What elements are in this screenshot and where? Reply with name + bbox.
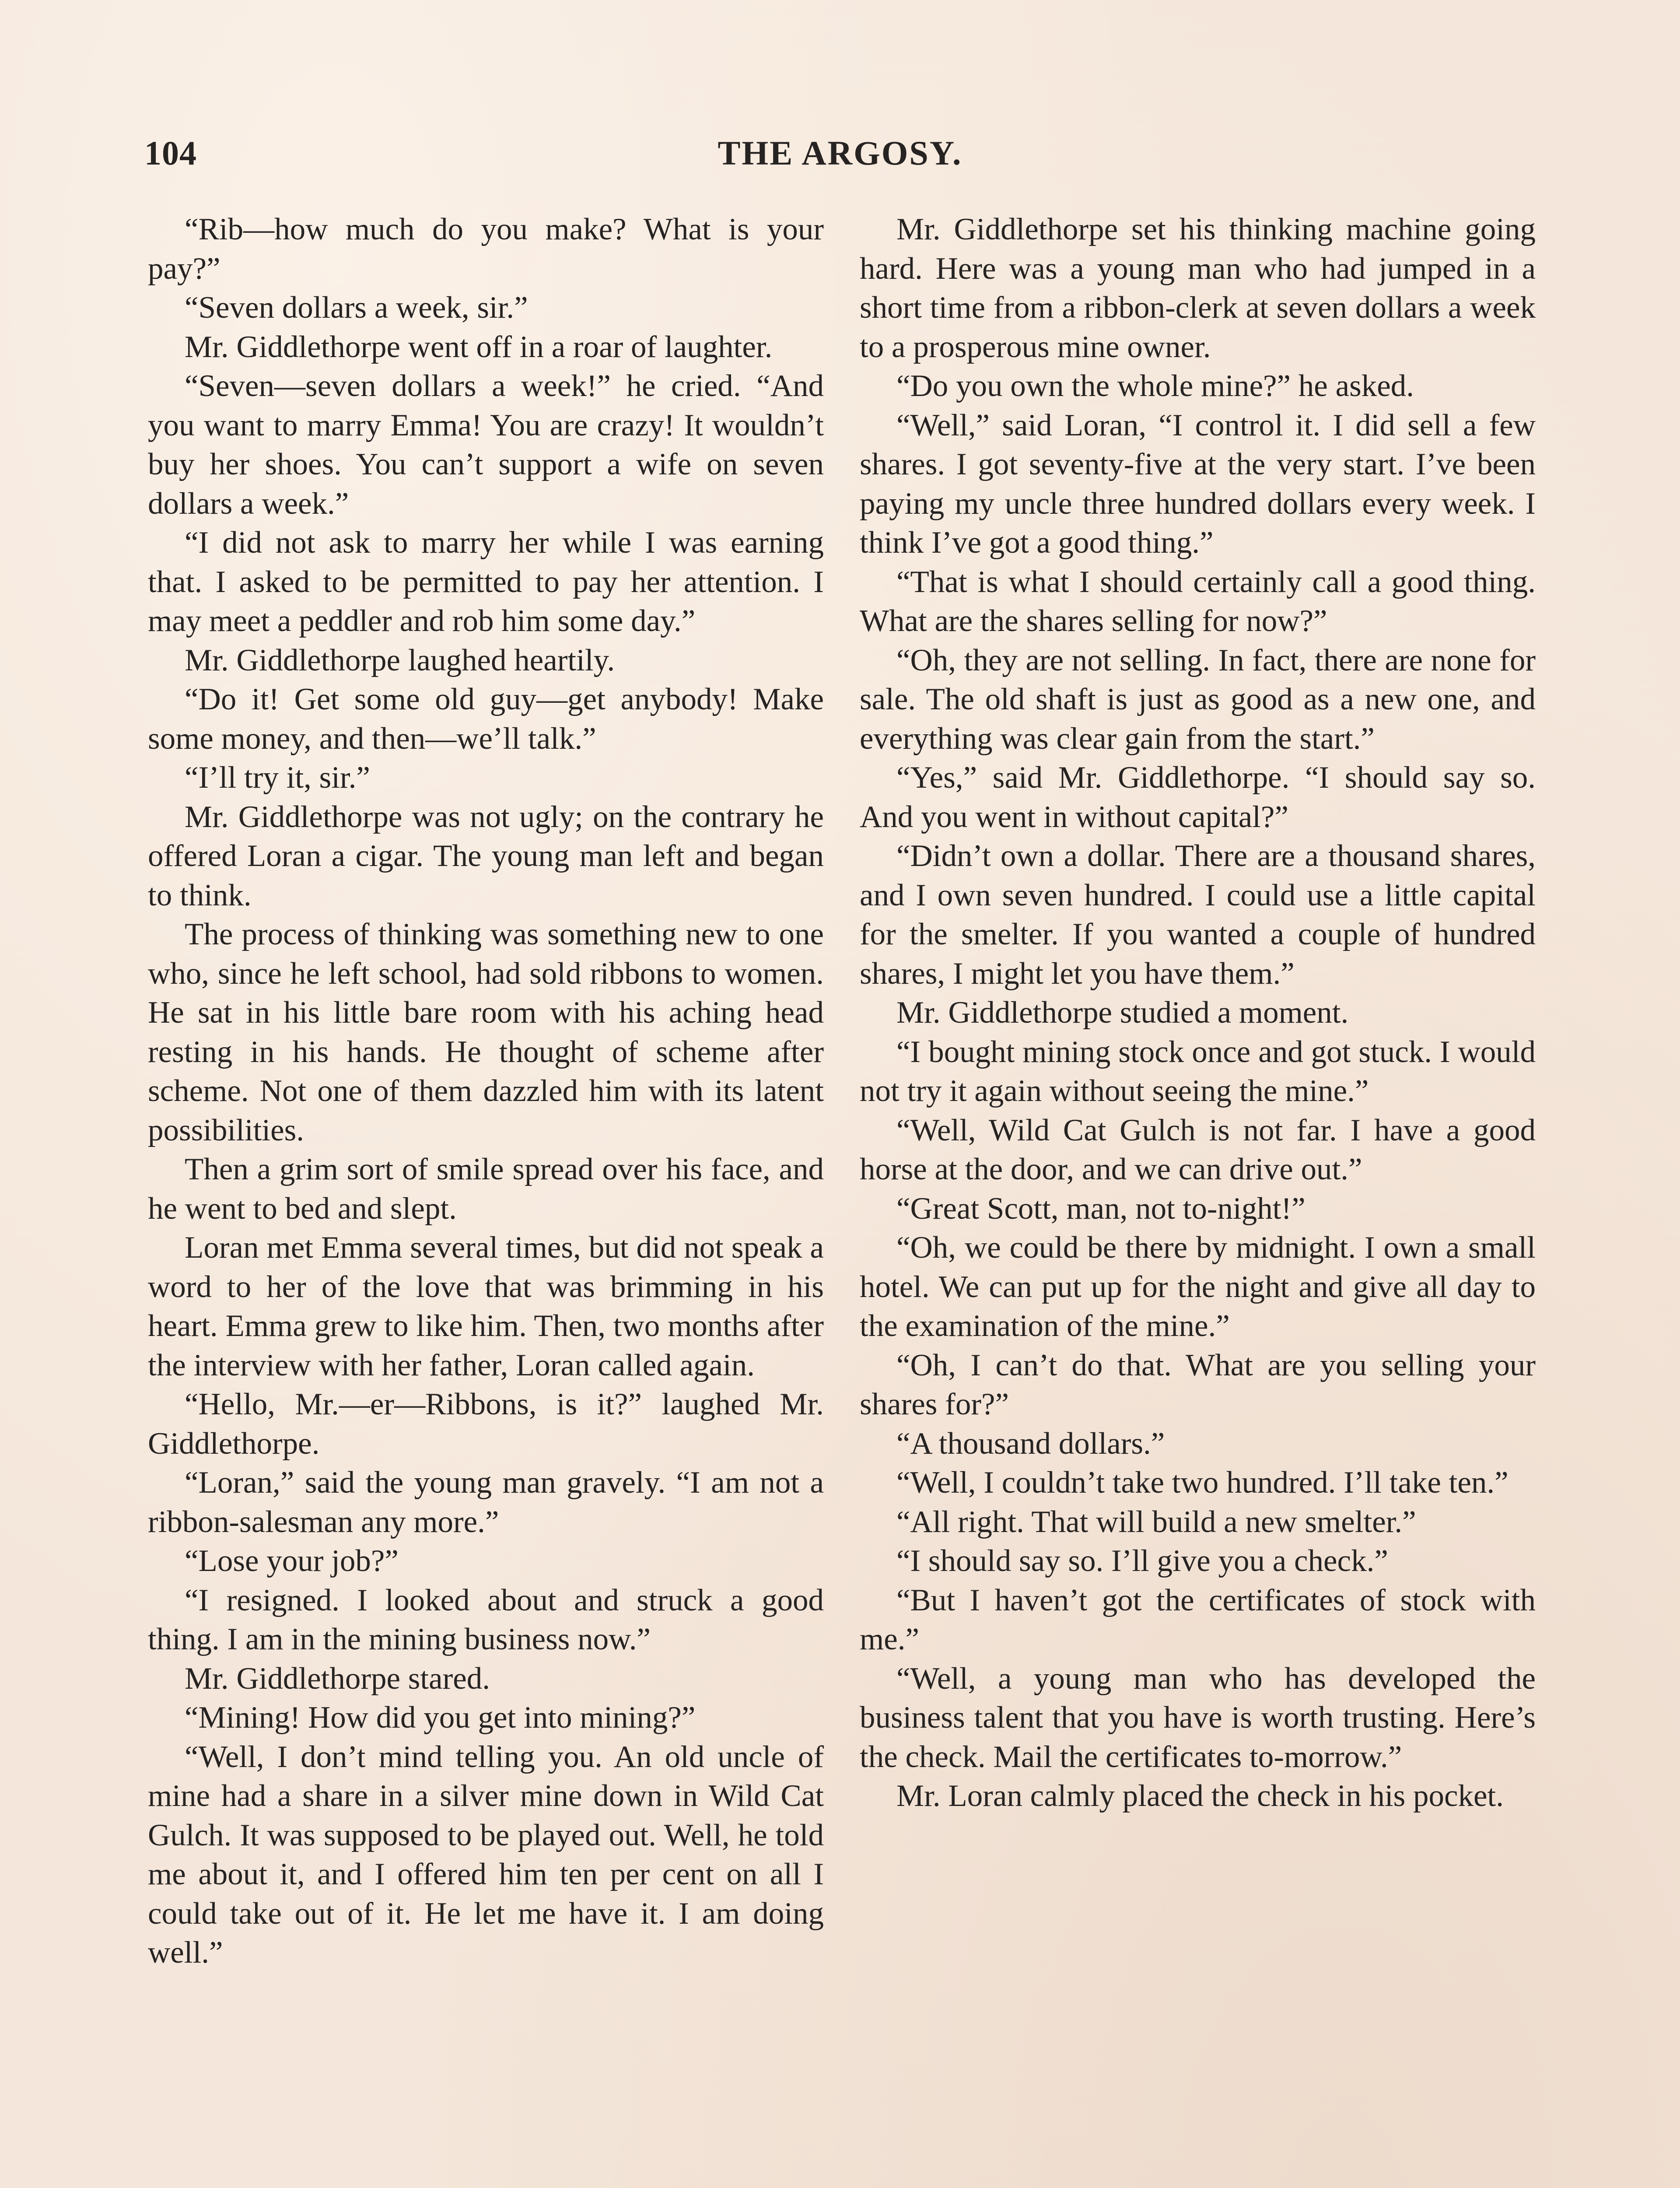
paragraph: “Rib—how much do you make? What is your pay?” — [148, 212, 824, 286]
paragraph: Mr. Giddlethorpe was not ugly; on the contrary he offered Loran a cigar. The young man left and began to think. — [148, 799, 824, 912]
right-column — [860, 210, 1536, 1816]
journal-title: THE ARGOSY. — [718, 134, 962, 172]
paragraph: “A thousand dollars.” — [896, 1426, 1165, 1461]
paragraph: “Seven dollars a week, sir.” — [185, 291, 528, 325]
paragraph: “That is what I should certainly call a good thing. What are the shares selling for now?” — [860, 565, 1536, 638]
paragraph: “Great Scott, man, not to-night!” — [896, 1191, 1306, 1226]
paragraph: “Lose your job?” — [185, 1544, 399, 1578]
left-column — [148, 210, 824, 1973]
paragraph: “Well, a young man who has developed the business talent that you have is worth trusting. Here’s the check. Mail the certificates to-morrow.” — [860, 1661, 1536, 1774]
paragraph: “I’ll try it, sir.” — [185, 761, 370, 795]
paragraph: Mr. Giddlethorpe set his thinking machine going hard. Here was a young man who had jumped in a short time from a ribbon-clerk at seven dollars a week to a prosperous mine owner. — [860, 212, 1536, 364]
paragraph: “Do it! Get some old guy—get anybody! Make some money, and then—we’ll talk.” — [148, 682, 824, 756]
paragraph: “Seven—seven dollars a week!” he cried. “And you want to marry Emma! You are crazy! It wouldn’t buy her shoes. You can’t support a wife on seven dollars a week.” — [148, 369, 824, 521]
paragraph: “Well, I don’t mind telling you. An old uncle of mine had a share in a silver mine down in Wild Cat Gulch. It was supposed to be played out. Well, he told me about it, and I offered him ten per cent on all I could take out of it. He let me have it. I am doing well.” — [148, 1739, 824, 1970]
paragraph: “Mining! How did you get into mining?” — [185, 1701, 696, 1735]
paragraph: “Oh, we could be there by midnight. I own a small hotel. We can put up for the night and give all day to the examination of the mine.” — [860, 1231, 1536, 1343]
running-head — [144, 133, 1536, 182]
paragraph: Mr. Giddlethorpe laughed heartily. — [185, 643, 615, 677]
paragraph: “I bought mining stock once and got stuck. I would not try it again without seeing the mine.” — [860, 1034, 1536, 1108]
paragraph: “I should say so. I’ll give you a check.” — [896, 1544, 1388, 1578]
paragraph: “Yes,” said Mr. Giddlethorpe. “I should say so. And you went in without capital?” — [860, 761, 1536, 834]
paragraph: “All right. That will build a new smelter.” — [896, 1504, 1416, 1539]
paragraph: “Oh, I can’t do that. What are you selling your shares for?” — [860, 1348, 1536, 1421]
paragraph: “Didn’t own a dollar. There are a thousand shares, and I own seven hundred. I could use a little capital for the smelter. If you wanted a couple of hundred shares, I might let you have them.” — [860, 839, 1536, 991]
paragraph: “I resigned. I looked about and struck a good thing. I am in the mining business now.” — [148, 1583, 824, 1656]
paragraph: Mr. Giddlethorpe studied a moment. — [896, 996, 1349, 1030]
paragraph: Mr. Loran calmly placed the check in his pocket. — [896, 1779, 1504, 1813]
paragraph: Loran met Emma several times, but did not speak a word to her of the love that was brimming in his heart. Emma grew to like him. Then, two months after the interview with her father, Loran called again. — [148, 1231, 824, 1382]
paragraph: “Oh, they are not selling. In fact, there are none for sale. The old shaft is just as good as a new one, and everything was clear gain from the start.” — [860, 643, 1536, 756]
paragraph: “Hello, Mr.—er—Ribbons, is it?” laughed Mr. Giddlethorpe. — [148, 1387, 824, 1461]
paragraph: Mr. Giddlethorpe stared. — [185, 1661, 490, 1696]
paragraph: Then a grim sort of smile spread over his face, and he went to bed and slept. — [148, 1152, 824, 1226]
paragraph: The process of thinking was something new to one who, since he left school, had sold ribbons to women. He sat in his little bare room with his aching head resting in his hands. He thought of scheme after scheme. Not one of them dazzled him with its latent possibilities. — [148, 917, 824, 1147]
paragraph: “Do you own the whole mine?” he asked. — [896, 369, 1414, 403]
paragraph: “Well, Wild Cat Gulch is not far. I have a good horse at the door, and we can drive out.” — [860, 1113, 1536, 1186]
paragraph: “But I haven’t got the certificates of stock with me.” — [860, 1583, 1536, 1656]
page-number: 104 — [144, 134, 197, 172]
paragraph: “I did not ask to marry her while I was earning that. I asked to be permitted to pay her attention. I may meet a peddler and rob him some day.” — [148, 526, 824, 638]
paragraph: “Loran,” said the young man gravely. “I am not a ribbon-salesman any more.” — [148, 1466, 824, 1539]
paragraph: “Well, I couldn’t take two hundred. I’ll take ten.” — [896, 1466, 1508, 1500]
paragraph: “Well,” said Loran, “I control it. I did sell a few shares. I got seventy-five at the very start. I’ve been paying my uncle three hundred dollars every week. I think I’ve got a good thing.” — [860, 408, 1536, 560]
paragraph: Mr. Giddlethorpe went off in a roar of laughter. — [185, 330, 773, 364]
